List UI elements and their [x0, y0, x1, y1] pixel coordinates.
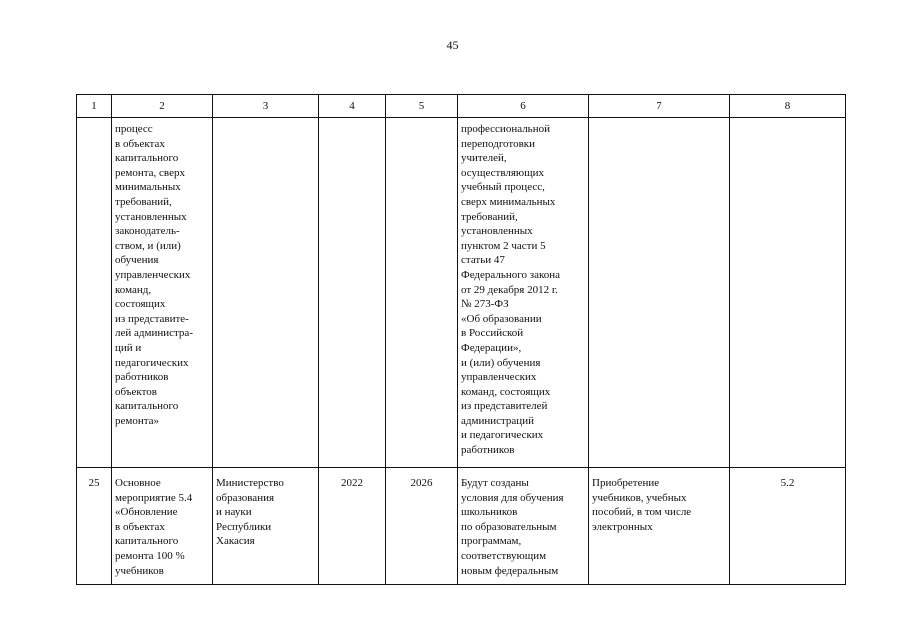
end-year-cell: 2026 — [386, 468, 458, 585]
link-cell: 5.2 — [730, 468, 846, 585]
page-number: 45 — [446, 38, 459, 52]
column-header: 1 — [77, 95, 112, 118]
column-header: 5 — [386, 95, 458, 118]
expected-result-cell: Будут созданы условия для обучения школьников по образовательным программам, соответствующим новым федеральным — [458, 468, 589, 585]
column-header: 2 — [112, 95, 213, 118]
column-header: 7 — [589, 95, 730, 118]
link-cell — [730, 118, 846, 468]
directions-cell — [589, 118, 730, 468]
measure-name-cell: Основное мероприятие 5.4 «Обновление в объектах капитального ремонта 100 % учебников — [112, 468, 213, 585]
executor-cell: Министерство образования и науки Республики Хакасия — [213, 468, 319, 585]
row-number-cell — [77, 118, 112, 468]
column-header: 4 — [319, 95, 386, 118]
program-table — [76, 94, 846, 585]
column-header: 6 — [458, 95, 589, 118]
expected-result-cell: профессиональной переподготовки учителей, осуществляющих учебный процесс, сверх минимальных требований, установленных пунктом 2 части 5 статьи 47 Федерального закона от 29 декабря 2012 г. № 273-ФЗ «Об образовании в Российской Федерации», и (или) обучения управленческих команд, состоящих из представителей администраций и педагогических работников — [458, 118, 589, 468]
header-row — [77, 95, 846, 118]
column-header: 3 — [213, 95, 319, 118]
end-year-cell — [386, 118, 458, 468]
row-number-cell: 25 — [77, 468, 112, 585]
start-year-cell — [319, 118, 386, 468]
table-row — [77, 118, 846, 468]
table-row — [77, 468, 846, 585]
executor-cell — [213, 118, 319, 468]
directions-cell: Приобретение учебников, учебных пособий, в том числе электронных — [589, 468, 730, 585]
start-year-cell: 2022 — [319, 468, 386, 585]
measure-name-cell: процесс в объектах капитального ремонта, сверх минимальных требований, установленных законодатель- ством, и (или) обучения управленческих команд, состоящих из представите- лей администра- ций и педагогических работников объектов капитального ремонта» — [112, 118, 213, 468]
column-header: 8 — [730, 95, 846, 118]
